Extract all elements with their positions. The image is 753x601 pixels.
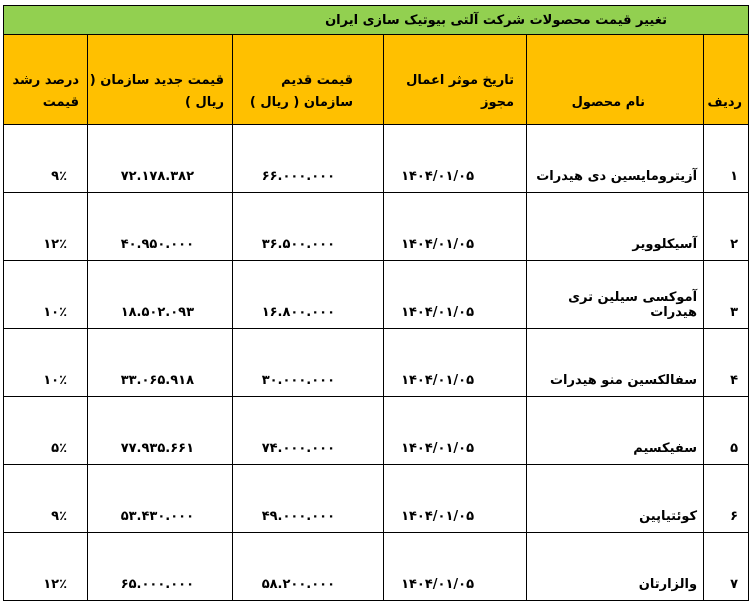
header-date: تاریخ موثر اعمال مجوز bbox=[384, 35, 527, 125]
cell-new-price: ۷۷.۹۳۵.۶۶۱ bbox=[88, 397, 233, 465]
header-old-price: قیمت قدیم سازمان ( ریال ) bbox=[233, 35, 384, 125]
cell-change: ۹٪ bbox=[4, 125, 88, 193]
cell-index: ۲ bbox=[704, 193, 749, 261]
cell-change: ۱۲٪ bbox=[4, 193, 88, 261]
cell-product: آسیکلوویر bbox=[527, 193, 704, 261]
header-new-price: قیمت جدید سازمان ( ریال ) bbox=[88, 35, 233, 125]
table-title: تغییر قیمت محصولات شرکت آلتی بیوتیک سازی ایران bbox=[325, 12, 667, 28]
cell-product: کوئتیاپین bbox=[527, 465, 704, 533]
table-row bbox=[4, 533, 749, 601]
cell-date: ۱۴۰۴/۰۱/۰۵ bbox=[384, 261, 527, 329]
cell-product: سفیکسیم bbox=[527, 397, 704, 465]
table-title-cell bbox=[4, 6, 749, 35]
cell-old-price: ۷۴.۰۰۰.۰۰۰ bbox=[233, 397, 384, 465]
cell-new-price: ۳۳.۰۶۵.۹۱۸ bbox=[88, 329, 233, 397]
cell-change: ۹٪ bbox=[4, 465, 88, 533]
table-row bbox=[4, 329, 749, 397]
cell-product: آزیترومایسین دی هیدرات bbox=[527, 125, 704, 193]
cell-date: ۱۴۰۴/۰۱/۰۵ bbox=[384, 193, 527, 261]
price-table-frame bbox=[3, 5, 748, 592]
cell-new-price: ۶۵.۰۰۰.۰۰۰ bbox=[88, 533, 233, 601]
cell-index: ۵ bbox=[704, 397, 749, 465]
cell-date: ۱۴۰۴/۰۱/۰۵ bbox=[384, 465, 527, 533]
cell-new-price: ۷۲.۱۷۸.۳۸۲ bbox=[88, 125, 233, 193]
table-row bbox=[4, 261, 749, 329]
cell-date: ۱۴۰۴/۰۱/۰۵ bbox=[384, 397, 527, 465]
cell-old-price: ۵۸.۲۰۰.۰۰۰ bbox=[233, 533, 384, 601]
cell-product: سفالکسین منو هیدرات bbox=[527, 329, 704, 397]
cell-product: والزارتان bbox=[527, 533, 704, 601]
cell-index: ۴ bbox=[704, 329, 749, 397]
cell-change: ۱۲٪ bbox=[4, 533, 88, 601]
cell-index: ۷ bbox=[704, 533, 749, 601]
table-row bbox=[4, 193, 749, 261]
cell-change: ۱۰٪ bbox=[4, 329, 88, 397]
cell-index: ۳ bbox=[704, 261, 749, 329]
cell-new-price: ۱۸.۵۰۲.۰۹۳ bbox=[88, 261, 233, 329]
table-row bbox=[4, 465, 749, 533]
header-product: نام محصول bbox=[527, 35, 704, 125]
cell-index: ۶ bbox=[704, 465, 749, 533]
header-index: ردیف bbox=[704, 35, 749, 125]
cell-date: ۱۴۰۴/۰۱/۰۵ bbox=[384, 329, 527, 397]
cell-old-price: ۳۶.۵۰۰.۰۰۰ bbox=[233, 193, 384, 261]
cell-old-price: ۴۹.۰۰۰.۰۰۰ bbox=[233, 465, 384, 533]
cell-old-price: ۶۶.۰۰۰.۰۰۰ bbox=[233, 125, 384, 193]
table-row bbox=[4, 125, 749, 193]
cell-date: ۱۴۰۴/۰۱/۰۵ bbox=[384, 125, 527, 193]
cell-new-price: ۴۰.۹۵۰.۰۰۰ bbox=[88, 193, 233, 261]
table-body bbox=[4, 125, 749, 601]
table-row bbox=[4, 397, 749, 465]
header-change: درصد رشد قیمت bbox=[4, 35, 88, 125]
cell-product: آموکسی سیلین تری هیدرات bbox=[527, 261, 704, 329]
price-change-table bbox=[3, 5, 749, 601]
cell-date: ۱۴۰۴/۰۱/۰۵ bbox=[384, 533, 527, 601]
cell-new-price: ۵۳.۴۳۰.۰۰۰ bbox=[88, 465, 233, 533]
cell-index: ۱ bbox=[704, 125, 749, 193]
table-header-row bbox=[4, 35, 749, 125]
cell-change: ۵٪ bbox=[4, 397, 88, 465]
cell-old-price: ۱۶.۸۰۰.۰۰۰ bbox=[233, 261, 384, 329]
cell-change: ۱۰٪ bbox=[4, 261, 88, 329]
table-title-row bbox=[4, 6, 749, 35]
cell-old-price: ۳۰.۰۰۰.۰۰۰ bbox=[233, 329, 384, 397]
